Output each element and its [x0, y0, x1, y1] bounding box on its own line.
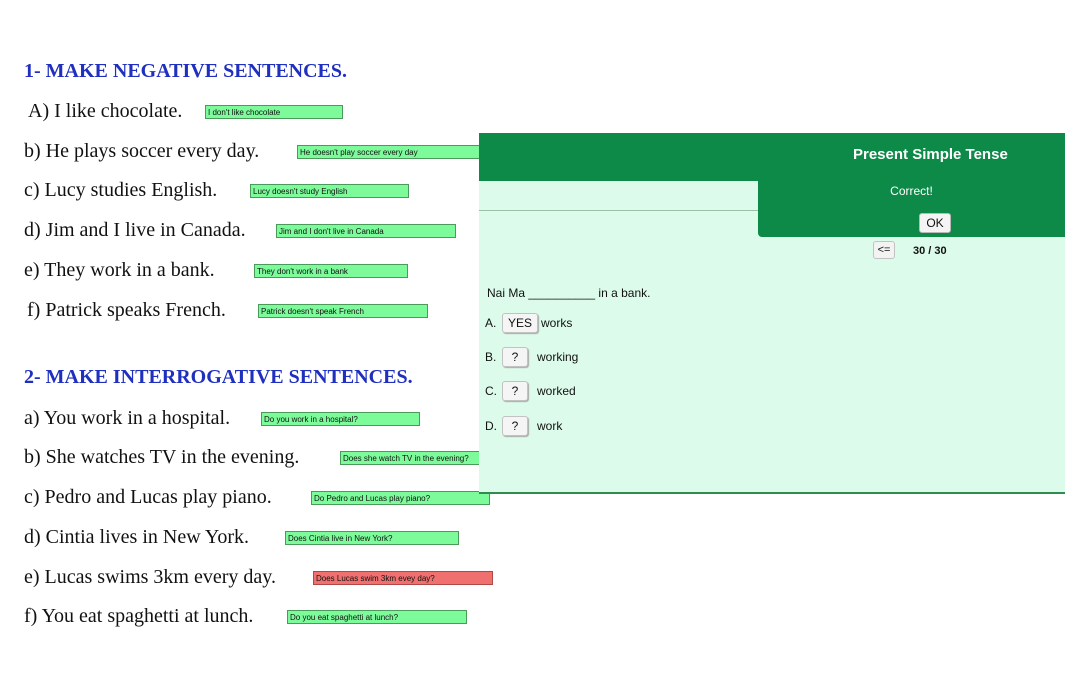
- option-word: worked: [537, 384, 576, 398]
- feedback-popup: [758, 178, 1065, 237]
- option-letter: A.: [485, 316, 497, 330]
- answer-field[interactable]: Do you eat spaghetti at lunch?: [287, 610, 467, 624]
- option-word: works: [541, 316, 573, 330]
- answer-field[interactable]: He doesn't play soccer every day: [297, 145, 481, 159]
- exercise-row: [0, 218, 560, 242]
- exercise-row: [0, 565, 560, 589]
- exercise-row: [0, 406, 560, 430]
- divider: [479, 210, 759, 211]
- answer-field[interactable]: Jim and I don't live in Canada: [276, 224, 456, 238]
- option-letter: D.: [485, 419, 497, 433]
- answer-field[interactable]: Do Pedro and Lucas play piano?: [311, 491, 490, 505]
- option-word: work: [537, 419, 563, 433]
- exercise-sentence: e) Lucas swims 3km every day.: [24, 566, 276, 588]
- section2-heading: 2- MAKE INTERROGATIVE SENTENCES.: [24, 366, 413, 388]
- exercise-sentence: d) Cintia lives in New York.: [24, 526, 249, 548]
- option-c-button[interactable]: ?: [502, 381, 528, 401]
- exercise-sentence: f) Patrick speaks French.: [27, 299, 226, 321]
- exercise-row: [0, 525, 560, 549]
- previous-button[interactable]: <=: [873, 241, 895, 259]
- answer-field[interactable]: Does Cintia live in New York?: [285, 531, 459, 545]
- exercise-row: [0, 178, 560, 202]
- option-letter: C.: [485, 384, 497, 398]
- exercise-sentence: d) Jim and I live in Canada.: [24, 219, 246, 241]
- option-row: [485, 415, 685, 437]
- exercise-sentence: c) Lucy studies English.: [24, 179, 218, 201]
- answer-field[interactable]: Do you work in a hospital?: [261, 412, 420, 426]
- quiz-panel: [479, 133, 1065, 494]
- option-row: [485, 380, 685, 402]
- answer-field[interactable]: Does she watch TV in the evening?: [340, 451, 481, 465]
- exercise-row: [0, 258, 560, 282]
- answer-field[interactable]: Lucy doesn't study English: [250, 184, 409, 198]
- quiz-title: Present Simple Tense: [853, 146, 1008, 163]
- question-counter: 30 / 30: [913, 245, 947, 257]
- exercise-row: [0, 604, 560, 628]
- answer-field-wrong[interactable]: Does Lucas swim 3km evey day?: [313, 571, 493, 585]
- question-text: Nai Ma __________ in a bank.: [487, 286, 651, 300]
- section1-heading: 1- MAKE NEGATIVE SENTENCES.: [24, 60, 348, 82]
- exercise-row: [0, 139, 560, 163]
- option-row: [485, 346, 685, 368]
- exercise-sentence: b) He plays soccer every day.: [24, 140, 260, 162]
- exercise-sentence: e) They work in a bank.: [24, 259, 215, 281]
- feedback-message: Correct!: [890, 184, 933, 198]
- exercise-row: [0, 99, 560, 123]
- exercise-row: [0, 485, 560, 509]
- exercise-sentence: A) I like chocolate.: [28, 100, 183, 122]
- answer-field[interactable]: Patrick doesn't speak French: [258, 304, 428, 318]
- answer-field[interactable]: I don't like chocolate: [205, 105, 343, 119]
- exercise-sentence: f) You eat spaghetti at lunch.: [24, 605, 254, 627]
- ok-button[interactable]: OK: [919, 213, 951, 233]
- option-letter: B.: [485, 350, 497, 364]
- option-d-button[interactable]: ?: [502, 416, 528, 436]
- exercise-row: [0, 298, 560, 322]
- exercise-sentence: c) Pedro and Lucas play piano.: [24, 486, 272, 508]
- exercise-sentence: b) She watches TV in the evening.: [24, 446, 300, 468]
- quiz-header: [479, 133, 1065, 181]
- exercise-row: [0, 445, 560, 469]
- option-word: working: [537, 350, 579, 364]
- answer-field[interactable]: They don't work in a bank: [254, 264, 408, 278]
- option-a-button[interactable]: YES: [502, 313, 538, 333]
- option-b-button[interactable]: ?: [502, 347, 528, 367]
- exercise-sentence: a) You work in a hospital.: [24, 407, 231, 429]
- option-row: [485, 312, 685, 334]
